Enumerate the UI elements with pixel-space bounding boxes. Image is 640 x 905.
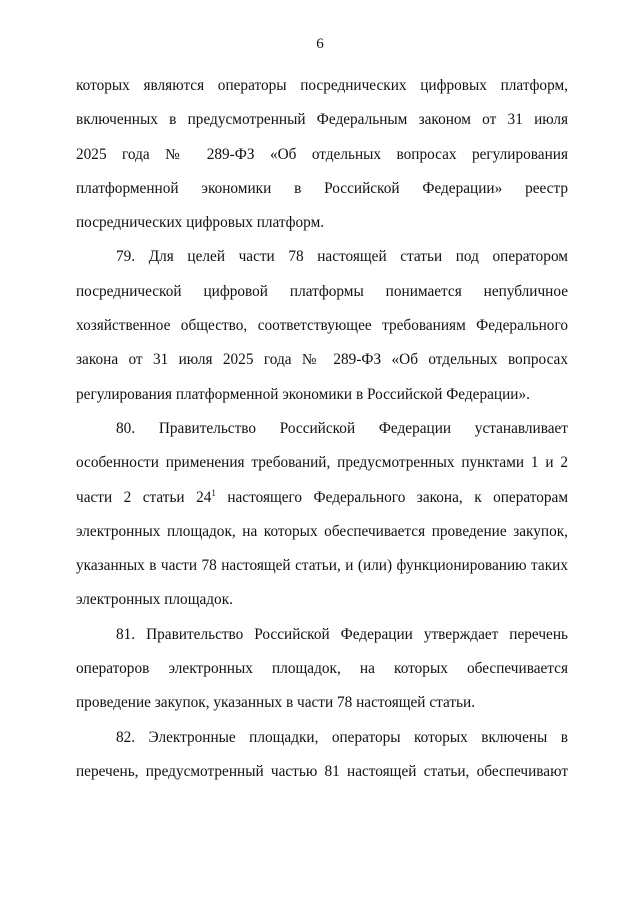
text-line: включенных в предусмотренный Федеральным законом от 31 июля [76, 111, 568, 129]
text-line: электронных площадок, на которых обеспечивается проведение закупок, [76, 522, 568, 540]
text-fragment: части 2 статьи 24 [76, 488, 212, 506]
text-line: особенности применения требований, предусмотренных пунктами 1 и 2 [76, 454, 568, 472]
text-line: посреднической цифровой платформы понимается непубличное [76, 282, 568, 300]
superscript: 1 [211, 487, 216, 498]
text-line: перечень, предусмотренный частью 81 настоящей статьи, обеспечивают [76, 762, 568, 780]
paragraph-80-first-line: 80. Правительство Российской Федерации устанавливает [116, 419, 568, 437]
text-line: 2025 года № 289-ФЗ «Об отдельных вопросах регулирования [76, 145, 568, 163]
text-line: хозяйственное общество, соответствующее требованиям Федерального [76, 317, 568, 335]
text-line: проведение закупок, указанных в части 78 настоящей статьи. [76, 694, 476, 712]
text-line: посреднических цифровых платформ. [76, 214, 325, 232]
paragraph-79-first-line: 79. Для целей части 78 настоящей статьи под оператором [116, 248, 568, 266]
text-line: регулирования платформенной экономики в Российской Федерации». [76, 385, 530, 403]
text-line: платформенной экономики в Российской Федерации» реестр [76, 179, 568, 197]
text-line: операторов электронных площадок, на которых обеспечивается [76, 660, 568, 678]
text-fragment: настоящего Федерального закона, к операторам [215, 488, 568, 506]
text-line-with-superscript [76, 481, 568, 515]
text-line: которых являются операторы посреднических цифровых платформ, [76, 77, 568, 94]
text-line: указанных в части 78 настоящей статьи, и (или) функционированию таких [76, 557, 568, 575]
text-line: электронных площадок. [76, 591, 233, 609]
text-line: закона от 31 июля 2025 года № 289-ФЗ «Об отдельных вопросах [76, 351, 568, 369]
paragraph-82-first-line: 82. Электронные площадки, операторы которых включены в [116, 728, 568, 746]
paragraph-81-first-line: 81. Правительство Российской Федерации утверждает перечень [116, 625, 568, 643]
document-body [76, 69, 568, 789]
page-number: 6 [316, 36, 324, 52]
